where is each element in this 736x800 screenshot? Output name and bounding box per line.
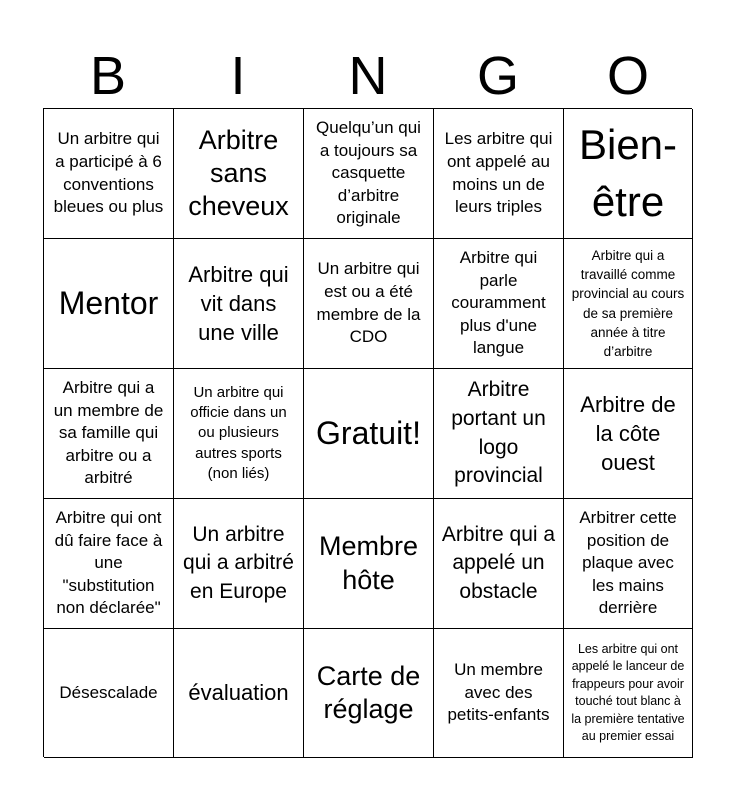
bingo-board	[43, 108, 692, 757]
cell-text: Arbitre qui a appelé un obstacle	[441, 522, 556, 603]
cell-text: Les arbitre qui ont appelé au moins un de leurs triples	[444, 129, 553, 217]
cell-text: Bien-être	[578, 120, 678, 225]
cell-text: Désescalade	[59, 682, 158, 702]
bingo-cell-r5c2[interactable]	[174, 629, 304, 758]
bingo-cell-r4c5[interactable]	[564, 499, 693, 629]
cell-text: Un arbitre qui a arbitré en Europe	[183, 522, 294, 603]
header-letter-b: B	[89, 46, 127, 106]
bingo-cell-r2c5[interactable]	[564, 239, 693, 369]
header-letter-n: N	[348, 46, 388, 106]
bingo-cell-r2c4[interactable]	[434, 239, 564, 369]
bingo-cell-r4c3[interactable]	[304, 499, 434, 629]
cell-text: Arbitre qui parle couramment plus d'une langue	[451, 247, 546, 358]
header-letter-i: I	[230, 46, 246, 106]
cell-text: Gratuit!	[316, 415, 421, 452]
cell-text: Quelqu’un qui a toujours sa casquette d’arbitre originale	[316, 117, 421, 228]
cell-text: Arbitre qui ont dû faire face à une "substitution non déclarée"	[54, 507, 163, 618]
cell-text: Membre hôte	[318, 531, 419, 595]
bingo-cell-r4c4[interactable]	[434, 499, 564, 629]
bingo-cell-r2c1[interactable]	[44, 239, 174, 369]
bingo-cell-r3c1[interactable]	[44, 369, 174, 499]
bingo-cell-r1c4[interactable]	[434, 109, 564, 239]
bingo-cell-r3c2[interactable]	[174, 369, 304, 499]
cell-text: Arbitre qui a travaillé comme provincial au cours de sa première année à titre d’arbitre	[571, 248, 685, 359]
cell-text: Un arbitre qui a participé à 6 conventions bleues ou plus	[53, 129, 164, 217]
bingo-cell-r2c2[interactable]	[174, 239, 304, 369]
header-letter-g: G	[476, 46, 519, 106]
cell-text: Carte de réglage	[316, 660, 421, 724]
cell-text: Mentor	[58, 285, 159, 322]
bingo-cell-r5c4[interactable]	[434, 629, 564, 758]
bingo-header	[43, 44, 693, 108]
bingo-cell-r3c4[interactable]	[434, 369, 564, 499]
bingo-cell-r4c2[interactable]	[174, 499, 304, 629]
bingo-cell-r3c5[interactable]	[564, 369, 693, 499]
cell-text: Arbitre de la côte ouest	[580, 391, 676, 476]
cell-text: Les arbitre qui ont appelé le lanceur de frappeurs pour avoir touché tout blanc à la première tentative au premier essai	[571, 641, 685, 743]
bingo-cell-r1c5[interactable]	[564, 109, 693, 239]
cell-text: évaluation	[188, 680, 289, 706]
cell-text: Arbitre qui a un membre de sa famille qui arbitre ou a arbitré	[53, 377, 164, 488]
bingo-cell-r1c1[interactable]	[44, 109, 174, 239]
header-letter-o: O	[606, 46, 649, 106]
bingo-cell-r5c1[interactable]	[44, 629, 174, 758]
cell-text: Arbitre qui vit dans une ville	[188, 261, 289, 346]
cell-text: Arbitre portant un logo provincial	[451, 378, 546, 488]
bingo-cell-r5c5[interactable]	[564, 629, 693, 758]
bingo-cell-r2c3[interactable]	[304, 239, 434, 369]
cell-text: Arbitrer cette position de plaque avec les mains derrière	[579, 507, 677, 618]
bingo-cell-r5c3[interactable]	[304, 629, 434, 758]
cell-text: Un arbitre qui officie dans un ou plusieurs autres sports (non liés)	[190, 383, 287, 483]
cell-text: Arbitre sans cheveux	[188, 124, 289, 222]
cell-text: Un arbitre qui est ou a été membre de la CDO	[316, 259, 421, 347]
bingo-cell-r3c3-free[interactable]	[304, 369, 434, 499]
bingo-cell-r4c1[interactable]	[44, 499, 174, 629]
cell-text: Un membre avec des petits-enfants	[447, 660, 550, 725]
bingo-cell-r1c2[interactable]	[174, 109, 304, 239]
bingo-cell-r1c3[interactable]	[304, 109, 434, 239]
